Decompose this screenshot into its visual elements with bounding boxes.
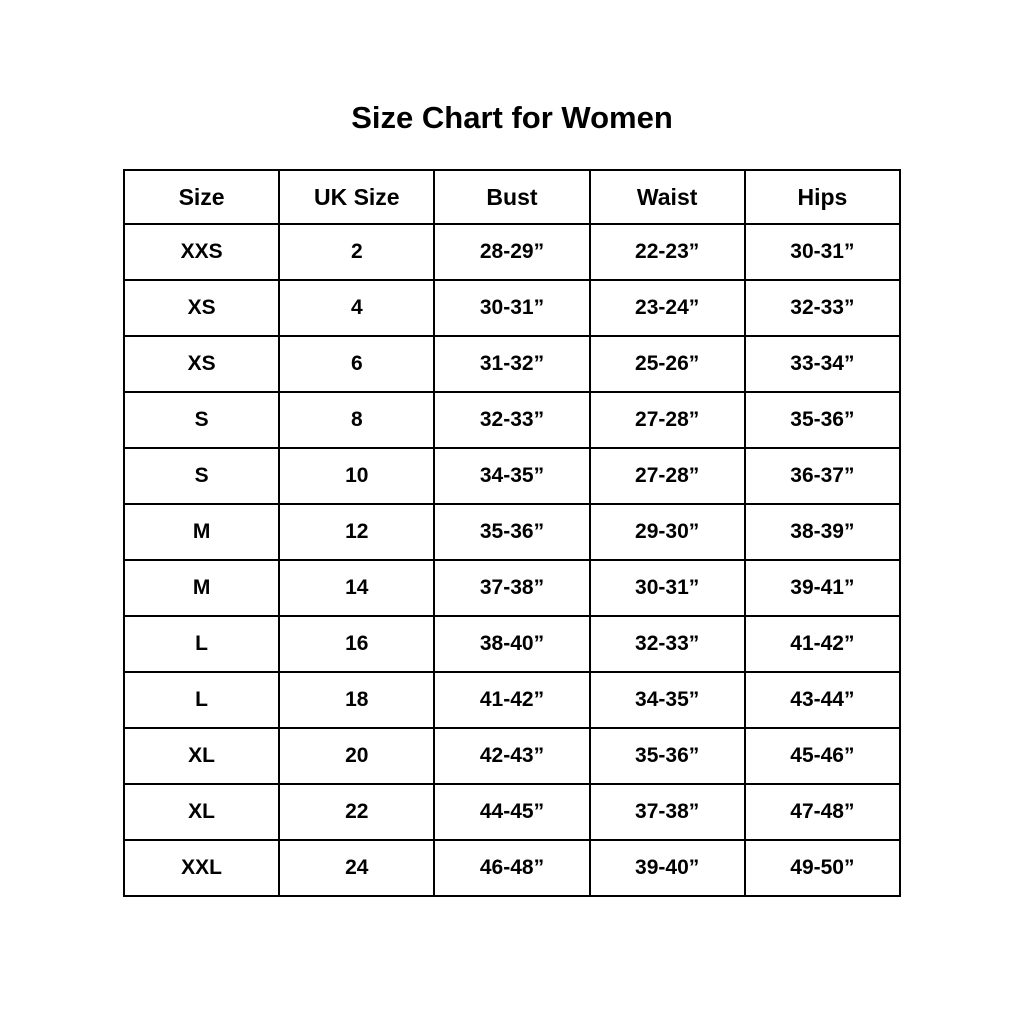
column-header: Size xyxy=(124,170,279,224)
header-row xyxy=(124,170,900,224)
table-row xyxy=(124,336,900,392)
table-cell: 6 xyxy=(279,336,434,392)
table-cell: 36-37” xyxy=(745,448,900,504)
table-cell: 38-39” xyxy=(745,504,900,560)
table-cell: 37-38” xyxy=(434,560,589,616)
table-cell: 30-31” xyxy=(434,280,589,336)
table-cell: 49-50” xyxy=(745,840,900,896)
table-cell: 32-33” xyxy=(745,280,900,336)
table-cell: 47-48” xyxy=(745,784,900,840)
table-cell: 39-41” xyxy=(745,560,900,616)
column-header: Hips xyxy=(745,170,900,224)
table-cell: 25-26” xyxy=(590,336,745,392)
table-row xyxy=(124,672,900,728)
table-row xyxy=(124,840,900,896)
table-cell: 10 xyxy=(279,448,434,504)
table-cell: 46-48” xyxy=(434,840,589,896)
table-cell: M xyxy=(124,504,279,560)
table-cell: 30-31” xyxy=(590,560,745,616)
size-chart-table xyxy=(123,169,901,897)
page-title: Size Chart for Women xyxy=(351,100,673,135)
table-cell: 31-32” xyxy=(434,336,589,392)
table-cell: 34-35” xyxy=(434,448,589,504)
table-cell: 22-23” xyxy=(590,224,745,280)
table-row xyxy=(124,224,900,280)
table-cell: 12 xyxy=(279,504,434,560)
table-cell: S xyxy=(124,448,279,504)
table-cell: XS xyxy=(124,336,279,392)
table-row xyxy=(124,560,900,616)
table-cell: 44-45” xyxy=(434,784,589,840)
table-cell: 41-42” xyxy=(434,672,589,728)
table-cell: 35-36” xyxy=(590,728,745,784)
table-cell: 24 xyxy=(279,840,434,896)
table-cell: 22 xyxy=(279,784,434,840)
column-header: UK Size xyxy=(279,170,434,224)
table-cell: 2 xyxy=(279,224,434,280)
column-header: Bust xyxy=(434,170,589,224)
table-cell: 34-35” xyxy=(590,672,745,728)
table-row xyxy=(124,504,900,560)
table-row xyxy=(124,448,900,504)
table-cell: 27-28” xyxy=(590,448,745,504)
table-row xyxy=(124,784,900,840)
table-cell: 32-33” xyxy=(434,392,589,448)
table-body xyxy=(124,224,900,896)
table-cell: XXS xyxy=(124,224,279,280)
table-cell: 37-38” xyxy=(590,784,745,840)
table-cell: 16 xyxy=(279,616,434,672)
table-row xyxy=(124,280,900,336)
table-cell: 30-31” xyxy=(745,224,900,280)
table-cell: 32-33” xyxy=(590,616,745,672)
table-cell: 39-40” xyxy=(590,840,745,896)
table-cell: S xyxy=(124,392,279,448)
table-cell: XS xyxy=(124,280,279,336)
table-cell: 35-36” xyxy=(745,392,900,448)
table-row xyxy=(124,392,900,448)
table-cell: 18 xyxy=(279,672,434,728)
table-cell: 38-40” xyxy=(434,616,589,672)
table-cell: 27-28” xyxy=(590,392,745,448)
table-cell: 20 xyxy=(279,728,434,784)
table-cell: 8 xyxy=(279,392,434,448)
table-cell: XXL xyxy=(124,840,279,896)
table-cell: 29-30” xyxy=(590,504,745,560)
column-header: Waist xyxy=(590,170,745,224)
table-row xyxy=(124,728,900,784)
table-cell: XL xyxy=(124,728,279,784)
table-cell: L xyxy=(124,616,279,672)
table-cell: 42-43” xyxy=(434,728,589,784)
table-cell: 45-46” xyxy=(745,728,900,784)
table-cell: 43-44” xyxy=(745,672,900,728)
table-cell: 23-24” xyxy=(590,280,745,336)
table-cell: 35-36” xyxy=(434,504,589,560)
table-cell: 14 xyxy=(279,560,434,616)
table-cell: L xyxy=(124,672,279,728)
table-cell: 4 xyxy=(279,280,434,336)
table-cell: 33-34” xyxy=(745,336,900,392)
table-cell: 41-42” xyxy=(745,616,900,672)
table-head xyxy=(124,170,900,224)
table-cell: M xyxy=(124,560,279,616)
table-row xyxy=(124,616,900,672)
table-cell: XL xyxy=(124,784,279,840)
table-cell: 28-29” xyxy=(434,224,589,280)
